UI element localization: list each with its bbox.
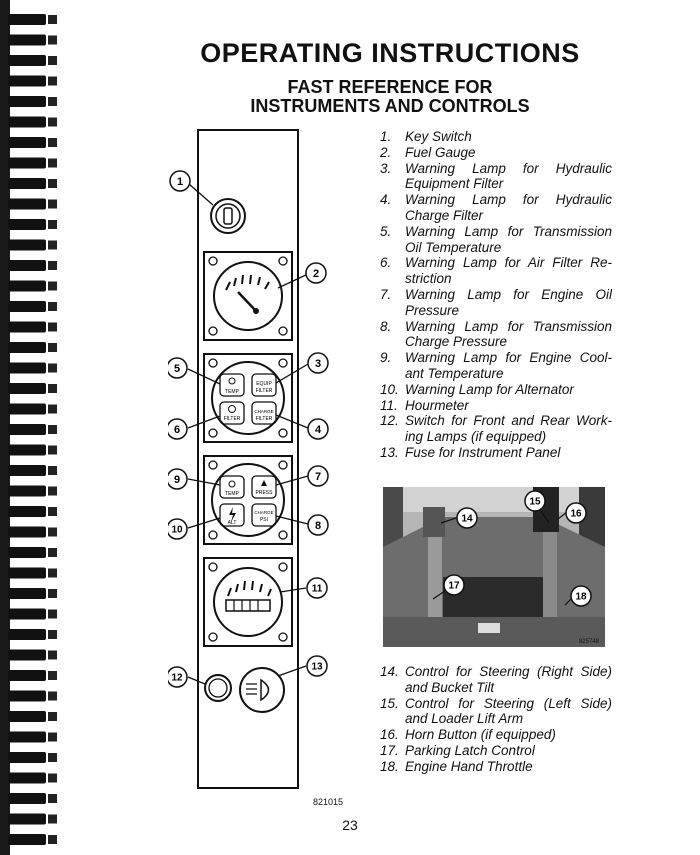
callout-marker: [170, 171, 190, 191]
list-item: [380, 319, 612, 351]
callout-marker: [168, 419, 187, 439]
list-item-text: Warning Lamp for Transmission Charge Pressure: [405, 318, 612, 350]
binding-coil: [8, 568, 46, 579]
binding-hole: [48, 507, 57, 516]
binding-hole: [48, 220, 57, 229]
warning-lamp-module-2: [204, 456, 292, 544]
binding-coil: [8, 732, 46, 743]
list-item-number: 16.: [380, 727, 399, 743]
list-item: [380, 145, 612, 161]
callout-number: 15: [529, 496, 541, 508]
callout-number: 17: [448, 580, 460, 592]
list-item: [380, 161, 612, 193]
list-item-number: 4.: [380, 192, 392, 208]
list-item-number: 10.: [380, 381, 399, 397]
callout-marker: [168, 469, 187, 489]
list-item-text: Switch for Front and Rear Work-ing Lamps (if equipped): [405, 413, 612, 445]
binding-coil: [8, 240, 46, 251]
binding-coil: [8, 486, 46, 497]
callout-marker: [457, 508, 477, 528]
binding-coil: [8, 793, 46, 804]
callout-number: 9: [173, 473, 181, 486]
binding-coil: [8, 424, 46, 435]
binding-hole: [48, 466, 57, 475]
binding-coil: [8, 834, 46, 845]
list-item-text: Parking Latch Control: [405, 742, 535, 758]
list-item-number: 7.: [380, 286, 392, 302]
binding-hole: [48, 343, 57, 352]
list-item-text: Key Switch: [405, 129, 472, 144]
callout-number: 10: [171, 524, 183, 536]
list-item-number: 12.: [380, 413, 399, 429]
binding-hole: [48, 487, 57, 496]
callout-marker: [444, 575, 464, 595]
binding-hole: [48, 36, 57, 45]
list-item-number: 9.: [380, 350, 392, 366]
label-charge-filter: FILTER: [255, 416, 273, 422]
binding-hole: [48, 610, 57, 619]
binding-hole: [48, 302, 57, 311]
binding-hole: [48, 384, 57, 393]
instrument-panel-diagram: [168, 128, 378, 793]
binding-coil: [8, 158, 46, 169]
binding-coil: [8, 383, 46, 394]
binding-hole: [48, 671, 57, 680]
list-item: [380, 727, 612, 743]
list-item: [380, 255, 612, 287]
binding-coil: [8, 588, 46, 599]
callout-number: 13: [311, 661, 323, 673]
callout-marker: [308, 466, 328, 486]
callout-number: 8: [314, 519, 322, 532]
label-equip: EQUIP: [256, 381, 272, 387]
callout-number: 2: [312, 267, 320, 280]
callout-number: 11: [311, 583, 323, 595]
binding-coil: [8, 260, 46, 271]
label-air-filter: FILTER: [223, 416, 241, 422]
label-equip-filter: FILTER: [255, 388, 273, 394]
list-item-text: Control for Steering (Left Side) and Loader Lift Arm: [405, 695, 612, 727]
binding-coil: [8, 281, 46, 292]
binding-hole: [48, 528, 57, 537]
binding-coil: [8, 547, 46, 558]
list-item-number: 17.: [380, 742, 399, 758]
binding-coil: [8, 199, 46, 210]
list-item: [380, 398, 612, 414]
page-title: OPERATING INSTRUCTIONS: [200, 38, 580, 68]
callout-number: 18: [575, 591, 587, 603]
binding-coil: [8, 506, 46, 517]
list-item-number: 3.: [380, 160, 392, 176]
list-item: [380, 287, 612, 319]
list-item-text: Fuel Gauge: [405, 144, 476, 160]
list-item-text: Warning Lamp for Engine Cool-ant Temperature: [405, 350, 612, 381]
callout-marker: [308, 515, 328, 535]
callout-number: 1: [176, 175, 184, 188]
callout-number: 14: [461, 513, 473, 525]
list-item: [380, 192, 612, 224]
binding-hole: [48, 446, 57, 455]
list-item-text: Warning Lamp for Alternator: [405, 381, 574, 397]
instrument-list: [380, 129, 612, 461]
binding-hole: [48, 712, 57, 721]
fuel-gauge-icon: [204, 252, 292, 340]
callout-marker: [306, 263, 326, 283]
binding-coil: [8, 219, 46, 230]
key-switch-icon: [211, 199, 245, 233]
list-item-text: Warning Lamp for Hydraulic Equipment Filter: [405, 160, 612, 192]
callout-number: 5: [173, 362, 181, 375]
binding-hole: [48, 97, 57, 106]
label-psi: PSI: [259, 517, 269, 523]
callout-number: 3: [314, 357, 322, 370]
binding-hole: [48, 835, 57, 844]
binding-coil: [8, 363, 46, 374]
binding-hole: [48, 56, 57, 65]
binding-hole: [48, 651, 57, 660]
callout-marker: [308, 419, 328, 439]
callout-marker: [168, 667, 187, 687]
binding-hole: [48, 200, 57, 209]
binding-hole: [48, 774, 57, 783]
label-temp: TEMP: [225, 389, 239, 395]
binding-hole: [48, 733, 57, 742]
binding-coil: [8, 711, 46, 722]
binding-coil: [8, 76, 46, 87]
label-alt: ALT: [227, 520, 237, 526]
list-item-number: 1.: [380, 129, 392, 144]
binding-coil: [8, 322, 46, 333]
binding-coil: [8, 670, 46, 681]
binding-coil: [8, 650, 46, 661]
binding-hole: [48, 692, 57, 701]
list-item-number: 6.: [380, 255, 392, 271]
list-item-text: Hourmeter: [405, 397, 469, 413]
binding-hole: [48, 159, 57, 168]
binding-hole: [48, 405, 57, 414]
warning-lamp-module-1: [204, 354, 292, 442]
panel-figure-code: 821015: [313, 797, 344, 807]
binding-coil: [8, 752, 46, 763]
binding-hole: [48, 425, 57, 434]
callout-marker: [307, 578, 327, 598]
binding-coil: [8, 609, 46, 620]
work-lamp-switch-icon: [240, 668, 284, 712]
binding-hole: [48, 569, 57, 578]
callout-marker: [525, 491, 545, 511]
binding-coil: [8, 35, 46, 46]
binding-coil: [8, 342, 46, 353]
binding-hole: [48, 364, 57, 373]
list-item-text: Fuse for Instrument Panel: [405, 444, 561, 460]
binding-hole: [48, 15, 57, 24]
callout-marker: [168, 519, 187, 539]
binding-hole: [48, 630, 57, 639]
spiral-binding: [0, 0, 62, 855]
callout-number: 7: [314, 470, 322, 483]
list-item-text: Warning Lamp for Transmission Oil Temperature: [405, 223, 612, 255]
binding-hole: [48, 118, 57, 127]
list-item-text: Control for Steering (Right Side) and Bucket Tilt: [405, 664, 612, 695]
binding-coil: [8, 117, 46, 128]
list-item: [380, 445, 612, 461]
list-item-number: 15.: [380, 695, 399, 711]
list-item: [380, 664, 612, 696]
page-subtitle: [180, 78, 600, 116]
list-item-number: 5.: [380, 223, 392, 239]
binding-coil: [8, 773, 46, 784]
list-item: [380, 413, 612, 445]
hourmeter-icon: [204, 558, 292, 646]
list-item: [380, 696, 612, 728]
callout-marker: [168, 358, 187, 378]
binding-hole: [48, 589, 57, 598]
list-item-text: Engine Hand Throttle: [405, 758, 533, 774]
label-charge-psi-1: CHARGE: [254, 510, 274, 515]
list-item-text: Horn Button (if equipped): [405, 727, 556, 743]
label-charge: CHARGE: [254, 409, 274, 414]
binding-coil: [8, 55, 46, 66]
photo-figure-code: 825748: [578, 639, 599, 645]
label-press: PRESS: [255, 490, 273, 496]
binding-coil: [8, 404, 46, 415]
binding-coil: [8, 96, 46, 107]
list-item-number: 14.: [380, 664, 399, 679]
binding-hole: [48, 77, 57, 86]
subtitle-line-2: INSTRUMENTS AND CONTROLS: [250, 96, 530, 116]
callout-marker: [308, 353, 328, 373]
binding-hole: [48, 323, 57, 332]
binding-coil: [8, 137, 46, 148]
binding-coil: [8, 629, 46, 640]
binding-coil: [8, 527, 46, 538]
binding-coil: [8, 301, 46, 312]
list-item: [380, 743, 612, 759]
list-item-text: Warning Lamp for Engine Oil Pressure: [405, 286, 612, 318]
list-item: [380, 129, 612, 145]
binding-coil: [8, 691, 46, 702]
callout-number: 12: [171, 672, 183, 684]
list-item-number: 11.: [380, 397, 398, 413]
binding-hole: [48, 138, 57, 147]
list-item-text: Warning Lamp for Air Filter Re-striction: [405, 255, 612, 287]
list-item-number: 8.: [380, 318, 392, 334]
callout-number: 6: [173, 423, 181, 436]
binding-hole: [48, 794, 57, 803]
binding-hole: [48, 753, 57, 762]
callout-marker: [571, 586, 591, 606]
label-coolant-temp: TEMP: [225, 491, 239, 497]
callout-marker: [566, 503, 586, 523]
list-item-number: 18.: [380, 758, 399, 774]
binding-hole: [48, 548, 57, 557]
page-number: 23: [342, 817, 358, 833]
list-item-text: Warning Lamp for Hydraulic Charge Filter: [405, 192, 612, 223]
callout-number: 4: [314, 423, 322, 436]
binding-hole: [48, 282, 57, 291]
binding-hole: [48, 179, 57, 188]
callout-marker: [307, 656, 327, 676]
list-item: [380, 382, 612, 398]
subtitle-line-1: FAST REFERENCE FOR: [287, 77, 493, 97]
list-item: [380, 224, 612, 256]
binding-coil: [8, 178, 46, 189]
list-item: [380, 759, 612, 775]
binding-coil: [8, 445, 46, 456]
controls-photo: [383, 487, 605, 647]
list-item: [380, 350, 612, 382]
binding-coil: [8, 465, 46, 476]
callout-number: 16: [570, 508, 582, 520]
fuse-icon: [205, 675, 231, 701]
binding-hole: [48, 261, 57, 270]
binding-hole: [48, 241, 57, 250]
list-item-number: 13.: [380, 444, 399, 460]
binding-coil: [8, 14, 46, 25]
list-item-number: 2.: [380, 144, 392, 160]
controls-list: [380, 664, 612, 775]
